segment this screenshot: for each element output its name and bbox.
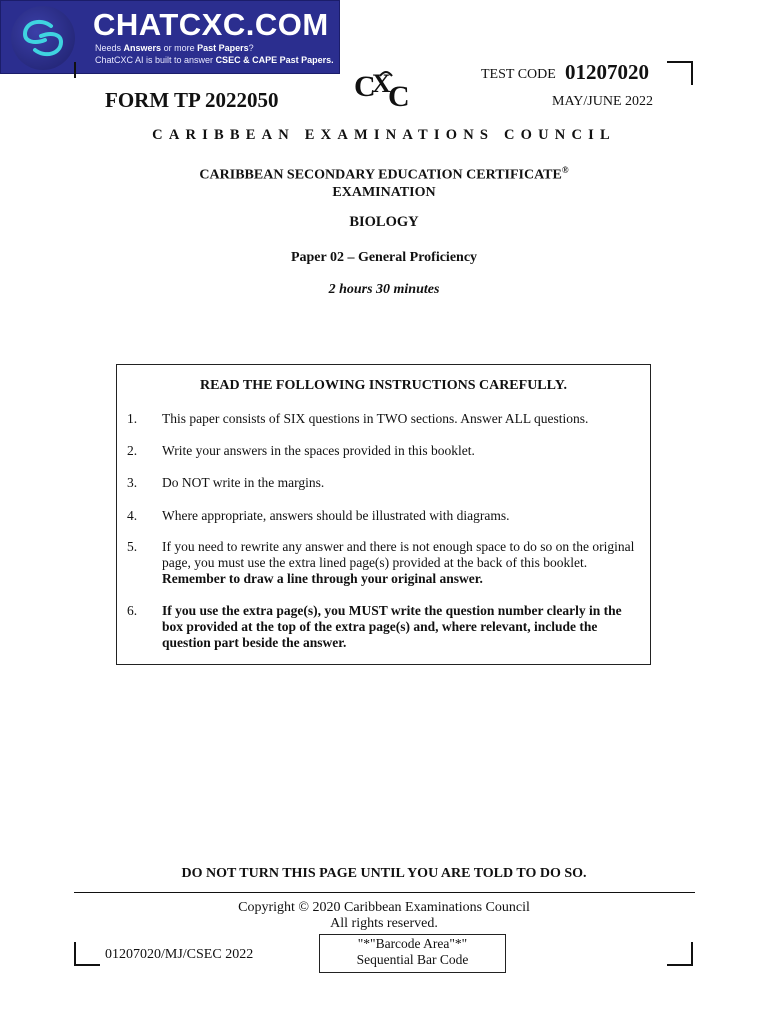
instruction-number: 1.	[127, 411, 138, 426]
test-code-label: TEST CODE	[481, 67, 556, 82]
instruction-text: If you use the extra page(s), you MUST write the question number clearly in the box provided at the top of the extra page(s) and, where relevant, include the question part beside the answer.	[162, 603, 622, 650]
instructions-heading: READ THE FOLLOWING INSTRUCTIONS CAREFULLY.	[199, 378, 568, 393]
instruction-text: Write your answers in the spaces provided in this booklet.	[162, 443, 475, 458]
instruction-text: This paper consists of SIX questions in TWO sections. Answer ALL questions.	[162, 411, 589, 426]
exam-date: MAY/JUNE 2022	[552, 94, 653, 109]
paper-title: Paper 02 – General Proficiency	[290, 250, 478, 265]
footer-divider	[74, 892, 695, 893]
exam-duration: 2 hours 30 minutes	[328, 282, 440, 297]
instruction-number: 3.	[127, 475, 138, 490]
corner-mark-top-right	[667, 61, 693, 85]
svg-text:X: X	[372, 69, 391, 98]
cxc-logo-icon	[350, 66, 416, 112]
corner-mark-bottom-left	[74, 942, 100, 966]
chatcxc-banner[interactable]	[0, 0, 340, 74]
banner-brand: CHATCXC.COM	[93, 7, 329, 42]
instruction-number: 6.	[127, 603, 138, 618]
test-code-value: 01207020	[565, 60, 649, 84]
instruction-text: If you need to rewrite any answer and there is not enough space to do so on the original page, you must use the extra lined page(s) provided at the back of this booklet. Remember to draw a line through your original answer.	[162, 539, 635, 586]
corner-mark-top-left	[74, 62, 76, 78]
instruction-number: 2.	[127, 443, 138, 458]
instruction-number: 5.	[127, 539, 138, 554]
do-not-turn-warning: DO NOT TURN THIS PAGE UNTIL YOU ARE TOLD TO DO SO.	[181, 866, 587, 881]
instructions-box	[116, 364, 651, 665]
svg-text:C: C	[388, 80, 410, 112]
corner-mark-bottom-right	[667, 942, 693, 966]
banner-subtagline: ChatCXC AI is built to answer CSEC & CAPE Past Papers.	[95, 55, 334, 65]
form-tp-number: FORM TP 2022050	[105, 88, 279, 112]
chatcxc-logo-icon	[11, 6, 75, 70]
certificate-title: CARIBBEAN SECONDARY EDUCATION CERTIFICATE® EXAMINATION	[199, 165, 569, 200]
banner-tagline: Needs Answers or more Past Papers?	[95, 43, 254, 53]
instruction-number: 4.	[127, 508, 138, 523]
paper-code: 01207020/MJ/CSEC 2022	[105, 947, 254, 962]
svg-text:C: C	[354, 70, 376, 103]
instruction-text: Do NOT write in the margins.	[162, 475, 325, 490]
copyright-notice: Copyright © 2020 Caribbean Examinations Council All rights reserved.	[238, 900, 530, 931]
subject-title: BIOLOGY	[349, 214, 419, 230]
instruction-text: Where appropriate, answers should be illustrated with diagrams.	[162, 508, 510, 523]
barcode-area: "*"Barcode Area"*" Sequential Bar Code	[319, 934, 506, 973]
council-name: CARIBBEAN EXAMINATIONS COUNCIL	[152, 127, 616, 143]
